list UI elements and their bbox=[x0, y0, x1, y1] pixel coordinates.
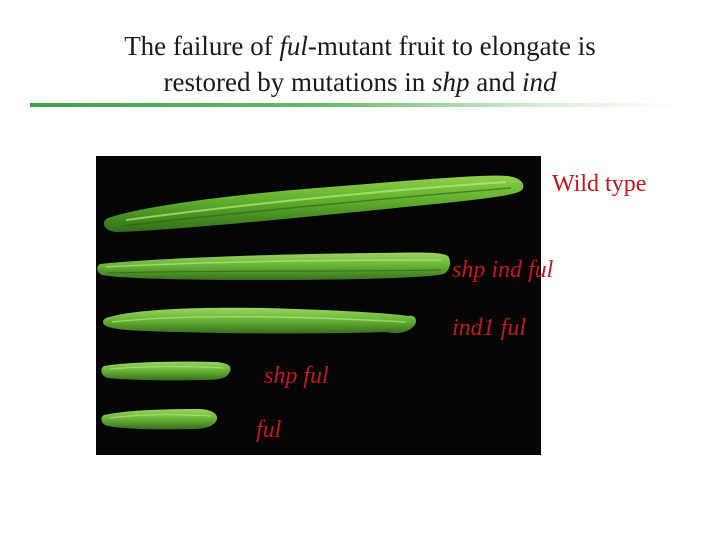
title-italic-shp: shp bbox=[431, 67, 470, 97]
slide-title bbox=[60, 28, 660, 100]
label-shp-ful: shp ful bbox=[264, 363, 329, 389]
fruit-shp-ful bbox=[101, 362, 230, 381]
title-italic-ful: ful bbox=[279, 31, 308, 61]
fruit-photo bbox=[96, 156, 541, 455]
title-divider bbox=[30, 103, 680, 107]
label-ind1-ful: ind1 ful bbox=[452, 315, 527, 341]
title-line-2: restored by mutations in shp and ind bbox=[163, 67, 557, 97]
title-line-1: The failure of ful-mutant fruit to elongate is bbox=[124, 31, 596, 61]
label-ful: ful bbox=[256, 417, 282, 443]
title-italic-ind: ind bbox=[521, 67, 557, 97]
label-wild-type: Wild type bbox=[552, 171, 647, 197]
label-shp-ind-ful: shp ind ful bbox=[452, 257, 554, 283]
